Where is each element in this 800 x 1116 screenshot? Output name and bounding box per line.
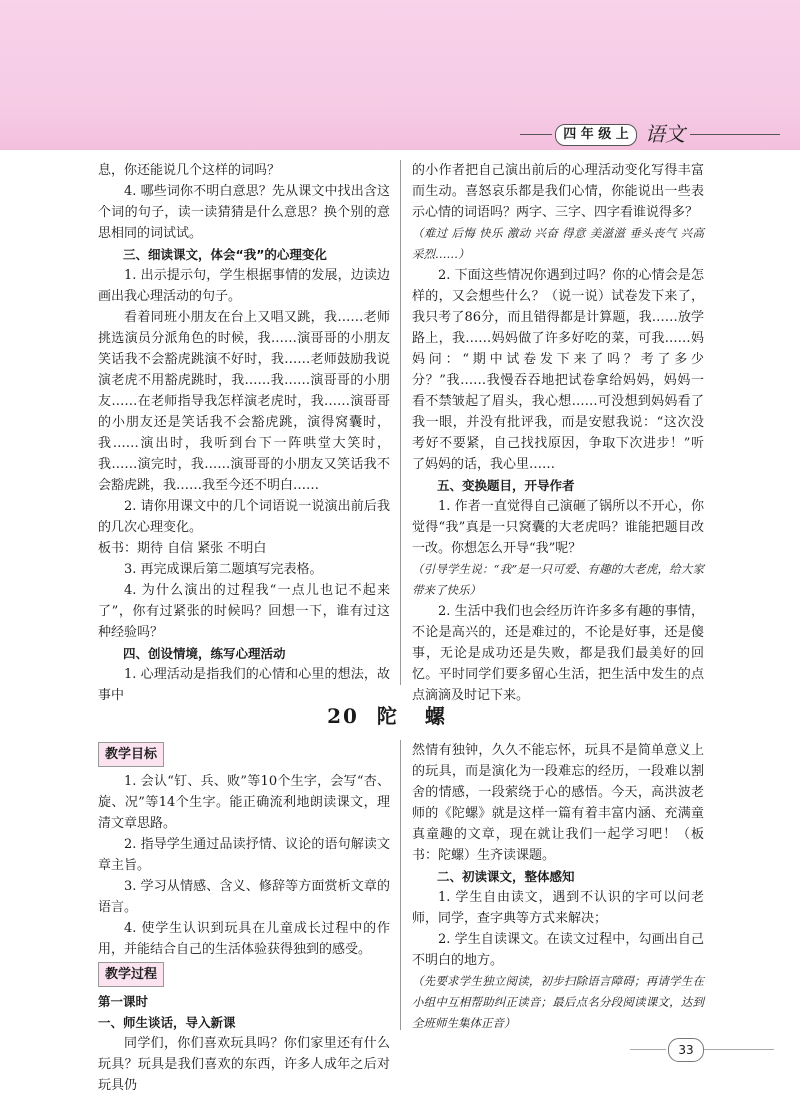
chapter-number: 20 xyxy=(327,704,359,728)
paragraph: 板书：期待 自信 紧张 不明白 xyxy=(98,541,267,556)
footer-line xyxy=(630,1049,666,1050)
section-heading: 五、变换题目，开导作者 xyxy=(437,478,575,493)
paragraph: 2. 请你用课文中的几个词语说一说演出前后我的几次心理变化。 xyxy=(98,499,390,535)
upper-right-column xyxy=(412,160,704,706)
goal-item: 2. 指导学生通过品读抒情、议论的语句解读文章主旨。 xyxy=(98,837,390,873)
process-tag: 教学过程 xyxy=(98,962,164,987)
goal-item: 3. 学习从情感、含义、修辞等方面赏析文章的语言。 xyxy=(98,879,390,915)
section-heading: 二、初读课文，整体感知 xyxy=(437,869,575,884)
column-divider xyxy=(400,160,401,685)
teaching-note: （先要求学生独立阅读，初步扫除语言障碍；再请学生在小组中互相帮助纠正读音；最后点名分段阅读课文，达到全班师生集体正音） xyxy=(412,974,704,1030)
paragraph: 看着同班小朋友在台上又唱又跳，我……老师挑选演员分派角色的时候，我……演哥哥的小朋友笑话我不会豁虎跳演不好时，我……老师鼓励我说演老虎不用豁虎跳时，我……我……演哥哥的小朋友……在老师指导我怎样演老虎时，我……演哥哥的小朋友还是笑话我不会豁虎跳，演得窝囊时，我……演出时，我听到台下一阵哄堂大笑时，我……演完时，我……演哥哥的小朋友又笑话我不会豁虎跳，我……我至今还不明白…… xyxy=(98,310,390,493)
goal-item: 1. 会认“钉、兵、败”等10个生字，会写“杏、旋、况”等14个生字。能正确流利地朗读课文，理清文章思路。 xyxy=(98,774,390,831)
paragraph: 1. 心理活动是指我们的心情和心里的想法，故事中 xyxy=(98,667,390,703)
teaching-note: （引导学生说：“我”是一只可爱、有趣的大老虎，给大家带来了快乐） xyxy=(412,562,704,597)
paragraph: 然情有独钟，久久不能忘怀，玩具不是简单意义上的玩具，而是演化为一段难忘的经历，一段难以割舍的情感，一段萦绕于心的感悟。今天，高洪波老师的《陀螺》就是这样一篇有着丰富内涵、充满童真童趣的文章，现在就让我们一起学习吧！（板书：陀螺）生齐读课题。 xyxy=(412,743,704,863)
paragraph: 2. 生活中我们也会经历许许多多有趣的事情，不论是高兴的，还是难过的，不论是好事，还是傻事，无论是成功还是失败，都是我们最美好的回忆。平时同学们要多留心生活，把生活中发生的点点滴滴及时记下来。 xyxy=(412,604,704,703)
paragraph: 1. 出示提示句，学生根据事情的发展，边读边画出我心理活动的句子。 xyxy=(98,268,390,304)
chapter-name: 陀螺 xyxy=(376,704,473,728)
goals-tag: 教学目标 xyxy=(98,742,164,767)
paragraph: 息，你还能说几个这样的词吗？ xyxy=(98,163,281,178)
paragraph: 1. 学生自由读文，遇到不认识的字可以问老师，同学，查字典等方式来解决； xyxy=(412,890,704,926)
column-divider xyxy=(400,740,401,1030)
subject-label: 语文 xyxy=(645,122,685,146)
grade-label: 四 年 级 上 xyxy=(555,124,637,146)
paragraph: 1. 作者一直觉得自己演砸了锅所以不开心，你觉得“我”真是一只窝囊的大老虎吗？谁能把题目改一改。你想怎么开导“我”呢？ xyxy=(412,499,704,556)
lesson-heading: 第一课时 xyxy=(98,994,149,1009)
banner-divider xyxy=(690,134,780,135)
lower-left-column xyxy=(98,740,390,1096)
paragraph: 3. 再完成课后第二题填写完表格。 xyxy=(124,562,323,577)
section-heading: 四、创设情境，练写心理活动 xyxy=(123,646,286,661)
page-number: 33 xyxy=(668,1038,704,1062)
lower-right-column xyxy=(412,740,704,1034)
section-heading: 三、细读课文，体会“我”的心理变化 xyxy=(123,247,327,262)
footer-line xyxy=(704,1049,774,1050)
paragraph: 4. 哪些词你不明白意思？先从课文中找出含这个词的句子，读一读猜猜是什么意思？换个别的意思相同的词试试。 xyxy=(98,184,390,241)
paragraph: 2. 学生自读课文。在读文过程中，勾画出自己不明白的地方。 xyxy=(412,932,704,968)
teaching-note: （难过 后悔 快乐 激动 兴奋 得意 美滋滋 垂头丧气 兴高采烈……） xyxy=(412,226,704,261)
goal-item: 4. 使学生认识到玩具在儿童成长过程中的作用，并能结合自己的生活体验获得独到的感受。 xyxy=(98,921,390,957)
upper-left-column xyxy=(98,160,390,706)
paragraph: 同学们，你们喜欢玩具吗？你们家里还有什么玩具？玩具是我们喜欢的东西，许多人成年之后对玩具仍 xyxy=(98,1036,390,1093)
section-heading: 一、师生谈话，导入新课 xyxy=(98,1015,236,1030)
paragraph: 4. 为什么演出的过程我“一点儿也记不起来了”，你有过紧张的时候吗？回想一下，谁有过这种经验吗？ xyxy=(98,583,390,640)
paragraph: 2. 下面这些情况你遇到过吗？你的心情会是怎样的，又会想些什么？（说一说）试卷发下来了，我只考了86分，而且错得都是计算题，我……放学路上，我……妈妈做了许多好吃的菜，可我……妈妈问：“期中试卷发下来了吗？考了多少分？”我……我慢吞吞地把试卷拿给妈妈，妈妈一看不禁皱起了眉头，我心想……可没想到妈妈看了我一眼，并没有批评我，而是安慰我说：“这次没考好不要紧，自己找找原因，争取下次进步！”听了妈妈的话，我心里…… xyxy=(412,268,704,472)
chapter-title xyxy=(0,700,800,729)
banner-divider xyxy=(520,134,552,135)
paragraph: 的小作者把自己演出前后的心理活动变化写得丰富而生动。喜怒哀乐都是我们心情，你能说出一些表示心情的词语吗？两字、三字、四字看谁说得多？ xyxy=(412,163,704,220)
